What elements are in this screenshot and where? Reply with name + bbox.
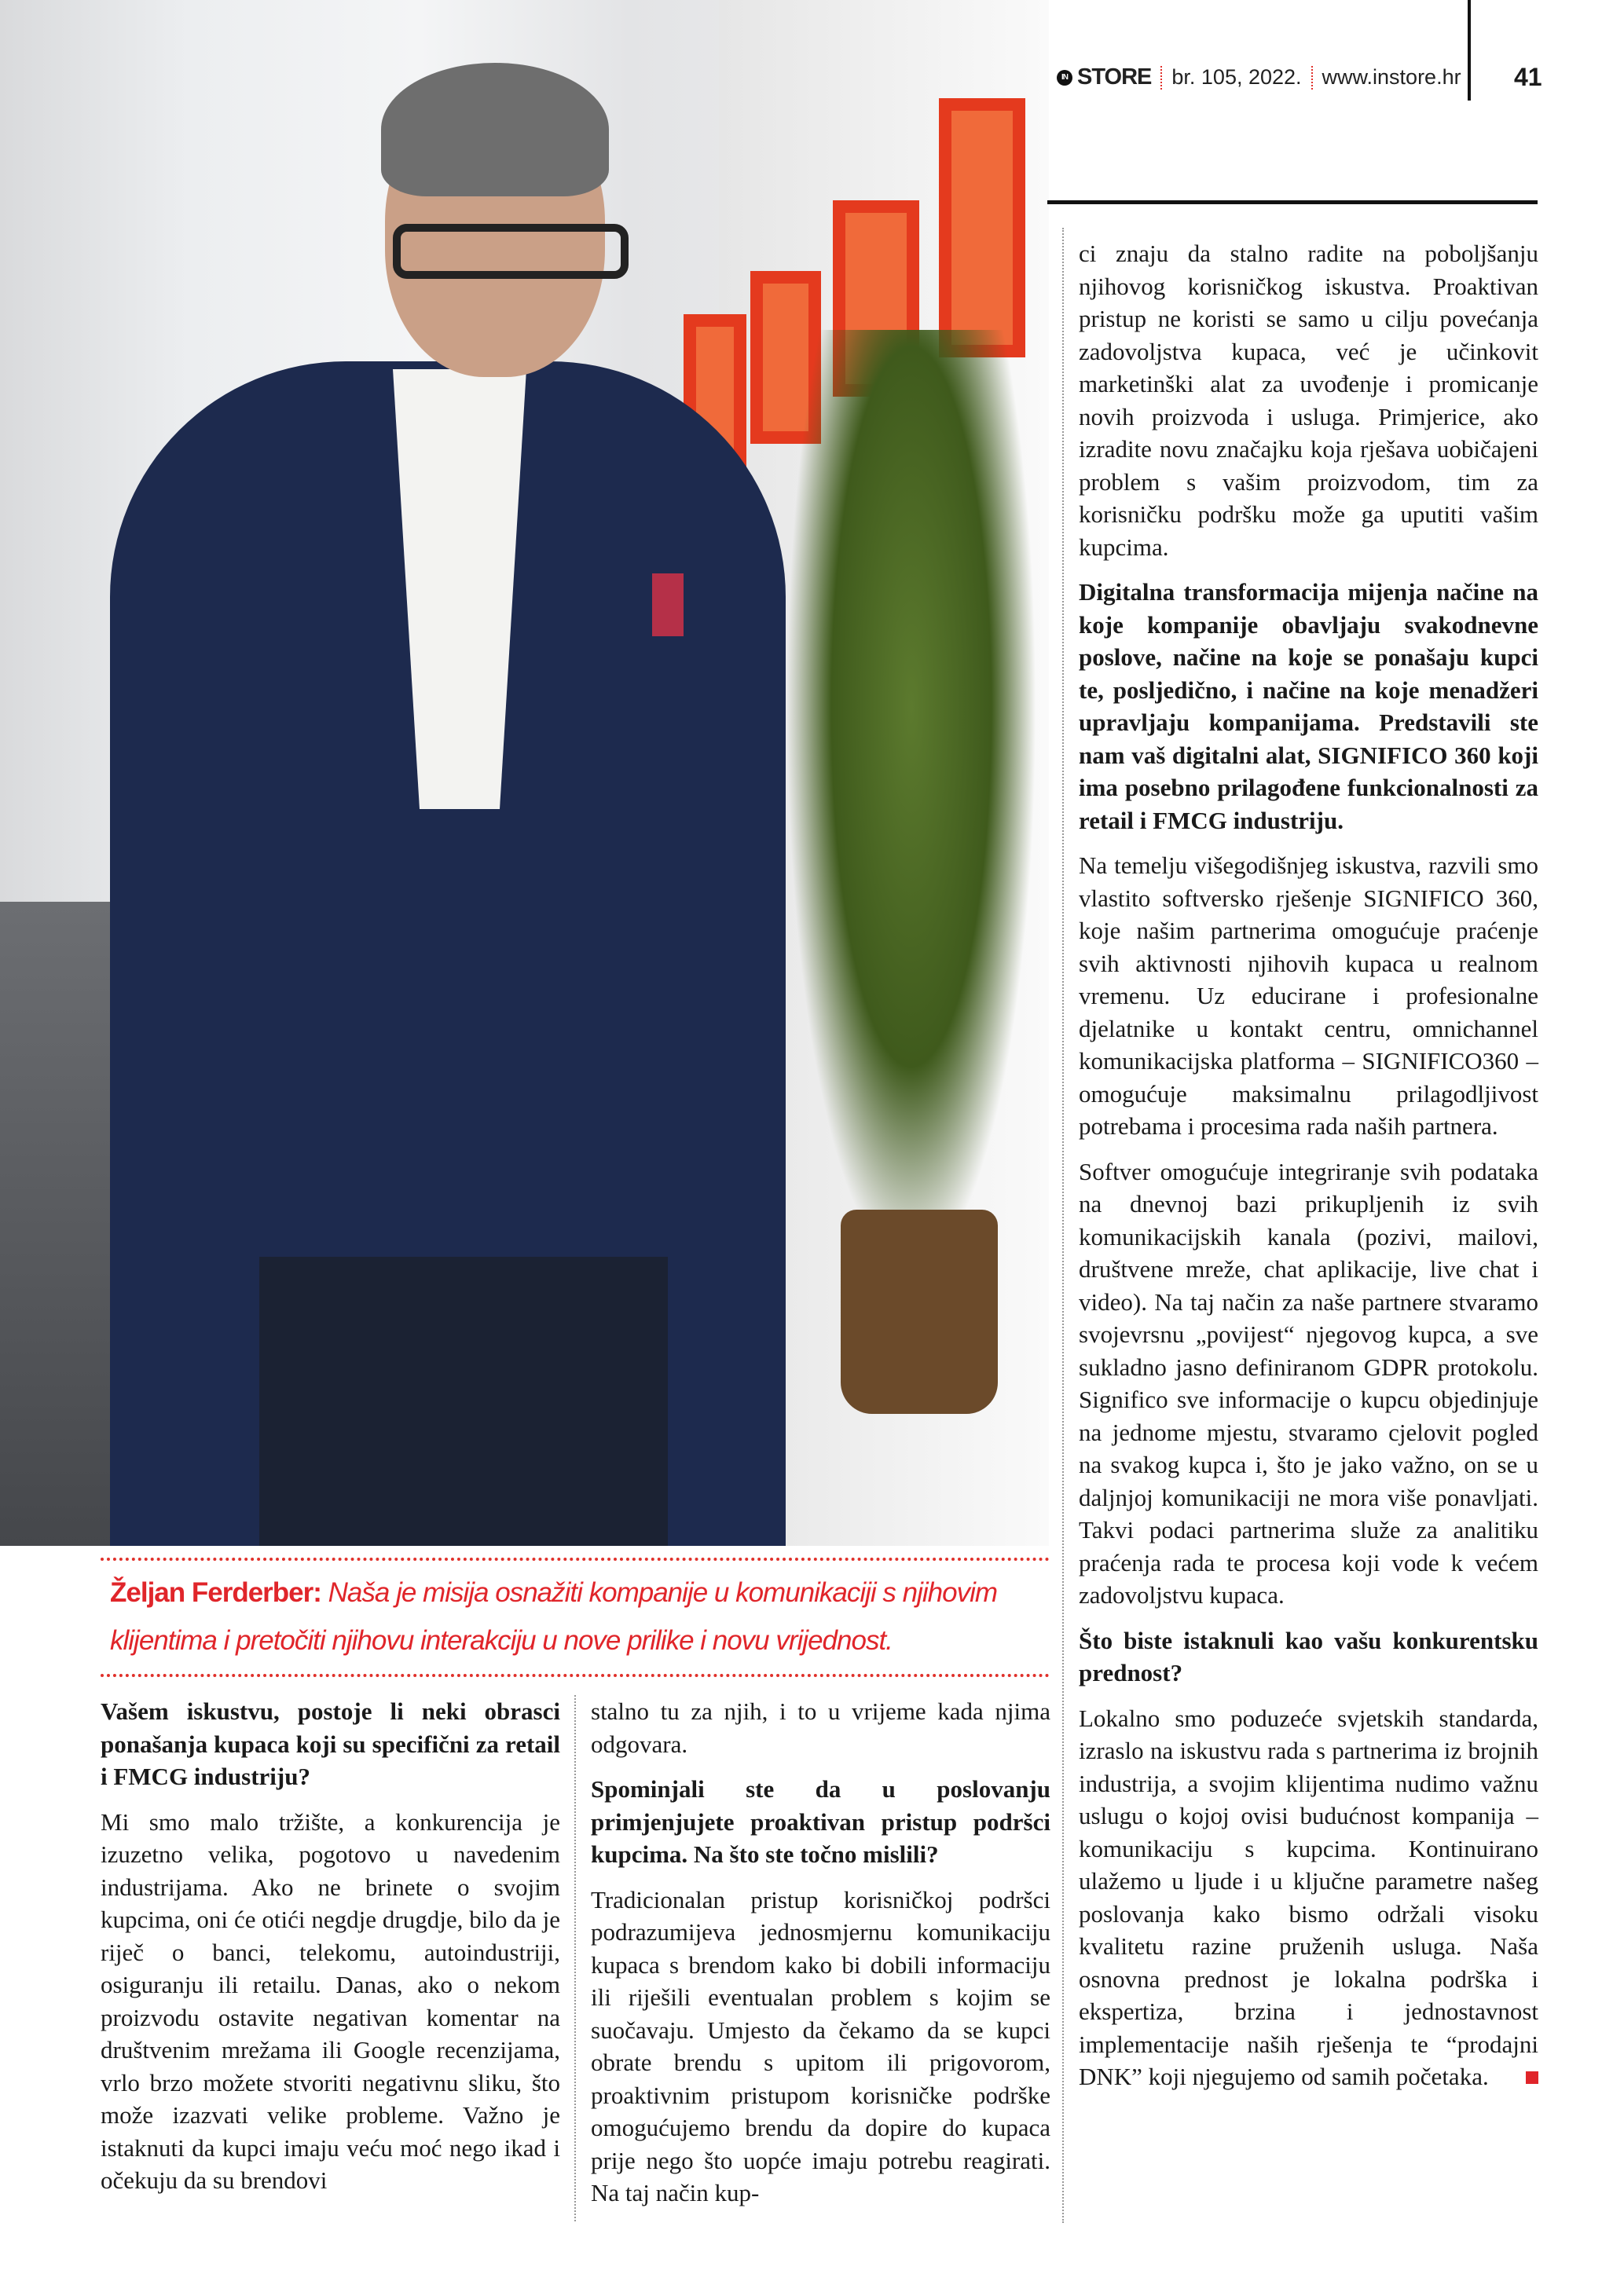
interview-question: Što biste istaknuli kao vašu konkurentsku prednost? — [1079, 1626, 1538, 1686]
article-column-1 — [101, 1695, 560, 2210]
in-logo-icon: IN — [1057, 70, 1072, 86]
header-divider — [1468, 0, 1471, 101]
column-rule — [1047, 200, 1538, 204]
interview-answer: Lokalno smo poduzeće svjetskih standarda, izraslo na iskustvu rada s partnerima iz brojnih industrija, a svojim klijentima nudimo važnu uslugu o kojoj ovisi budućnost kompanija – komunikaciju s kupcima. Kontinuirano ulažemo u ljude i u ključne parametre našeg poslovanja kako bismo održali visoku kvalitetu razine pruženih usluga. Naša osnovna prednost je lokalna podrška i ekspertiza, brzina i jednostavnost implementacije naših rješenja te “prodajni DNK” koji njegujemo od samih početaka. — [1079, 1704, 1538, 2090]
pocket-square — [652, 573, 684, 636]
interview-answer: Mi smo malo tržište, a konkurencija je izuzetno velika, pogotovo u navedenim industrijama. Ako ne brinete o svojim kupcima, oni će otići negdje drugdje, bilo da je riječ o banci, telekomu, autoindustriji, osiguranju ili retailu. Danas, ako o nekom proizvodu ostavite negativan komentar na društvenim mrežama ili Google recenzijama, vrlo brzo možete stvoriti negativnu sliku, što može izazvati velike probleme. Važno je istaknuti da kupci imaju veću moć nego ikad i očekuju da su brendovi — [101, 1807, 560, 2194]
photo-caption — [101, 1558, 1050, 1677]
column-divider — [1062, 228, 1064, 2223]
caption-name: Željan Ferderber: — [110, 1577, 321, 1608]
separator — [1160, 66, 1162, 90]
article-column-2 — [591, 1695, 1050, 2222]
interview-answer: Na temelju višegodišnjeg iskustva, razvili smo vlastito softversko rješenje SIGNIFICO 360, koje našim partnerima omogućuje praćenje svih aktivnosti njihovih kupaca u realnom vremenu. Uz educirane i profesionalne djelatnike u kontakt centru, omnichannel komunikacijska platforma – SIGNIFICO360 – omogućuje maksimalnu prilagodljivost potrebama i procesima rada naših partnera. — [1079, 851, 1538, 1140]
plant-pot — [841, 1210, 998, 1414]
trousers — [259, 1257, 668, 1546]
interview-question: Spominjali ste da u poslovanju primjenjujete proaktivan pristup podršci kupcima. Na što ste točno mislili? — [591, 1775, 1050, 1868]
issue-number: br. 105, 2022. — [1171, 65, 1302, 89]
interview-answer: stalno tu za njih, i to u vrijeme kada njima odgovara. — [591, 1697, 1050, 1758]
interview-answer: Tradicionalan pristup korisničkoj podršci podrazumijeva jednosmjernu komunikaciju kupaca s brendom kako bi dobili informaciju ili riješili eventualan problem s kojim se suočavaju. Umjesto da čekamo da se kupci obrate brendu s upitom ili prigovorom, proaktivnim pristupom korisničke podrške omogućujemo brendu da dopire do kupaca prije nego što uopće imaju potrebu reagirati. Na taj način kup- — [591, 1885, 1050, 2206]
interview-question: Vašem iskustvu, postoje li neki obrasci ponašanja kupaca koji su specifični za retail i FMCG industriju? — [101, 1697, 560, 1790]
article-column-3 — [1079, 237, 1538, 2106]
interview-answer: Softver omogućuje integriranje svih podataka na dnevnoj bazi prikupljenih iz svih komunikacijskih kanala (pozivi, mailovi, društvene mreže, chat aplikacije, live chat i video). Na taj način za naše partnere stvaramo svojevrsnu „povijest“ njegovog kupca, a sve sukladno jasno definiranom GDPR protokolu. Significo sve informacije o kupcu objedinjuje na jednome mjestu, stvaramo cjelovit pogled na svakog kupca i, što je jako važno, on se u daljnjoj komunikaciji ne mora više ponavljati. Takvi podaci partnerima služe za analitiku praćenja rada te procesa koji vode k većem zadovoljstvu kupaca. — [1079, 1157, 1538, 1609]
page-number: 41 — [1514, 63, 1542, 91]
caption-quote: Naša je misija osnažiti kompanije u komunikaciji s njihovim klijentima i pretočiti njihovu interakciju u nove prilike i novu vrijednost. — [110, 1577, 998, 1656]
logo-text: STORE — [1077, 64, 1152, 90]
page-header — [1057, 64, 1461, 90]
bamboo-plant — [786, 330, 1037, 1273]
glasses — [393, 224, 629, 279]
website-link[interactable]: www.instore.hr — [1322, 65, 1461, 89]
portrait-photo — [0, 0, 1049, 1546]
separator — [1311, 66, 1313, 90]
interview-answer: ci znaju da stalno radite na poboljšanju njihovog korisničkog iskustva. Proaktivan pristup ne koristi se samo u cilju povećanja zadovoljstva kupaca, već je učinkovit marketinški alat za uvođenje i promicanje novih proizvoda i usluga. Primjerice, ako izradite novu značajku koja rješava uobičajeni problem s vašim proizvodom, tim za korisničku podršku može ga uputiti vašim kupcima. — [1079, 240, 1538, 561]
interview-question: Digitalna transformacija mijenja načine na koje kompanije obavljaju svakodnevne poslove, načine na koje se ponašaju kupci te, posljedično, i načine na koje menadžeri upravljaju kompanijama. Predstavili ste nam vaš digitalni alat, SIGNIFICO 360 koji ima posebno prilagođene funkcionalnosti za retail i FMCG industriju. — [1079, 578, 1538, 834]
magazine-logo — [1057, 64, 1151, 90]
red-shelf — [939, 98, 1025, 357]
end-mark — [1526, 2071, 1538, 2084]
column-divider — [574, 1695, 576, 2221]
hair — [381, 63, 609, 196]
